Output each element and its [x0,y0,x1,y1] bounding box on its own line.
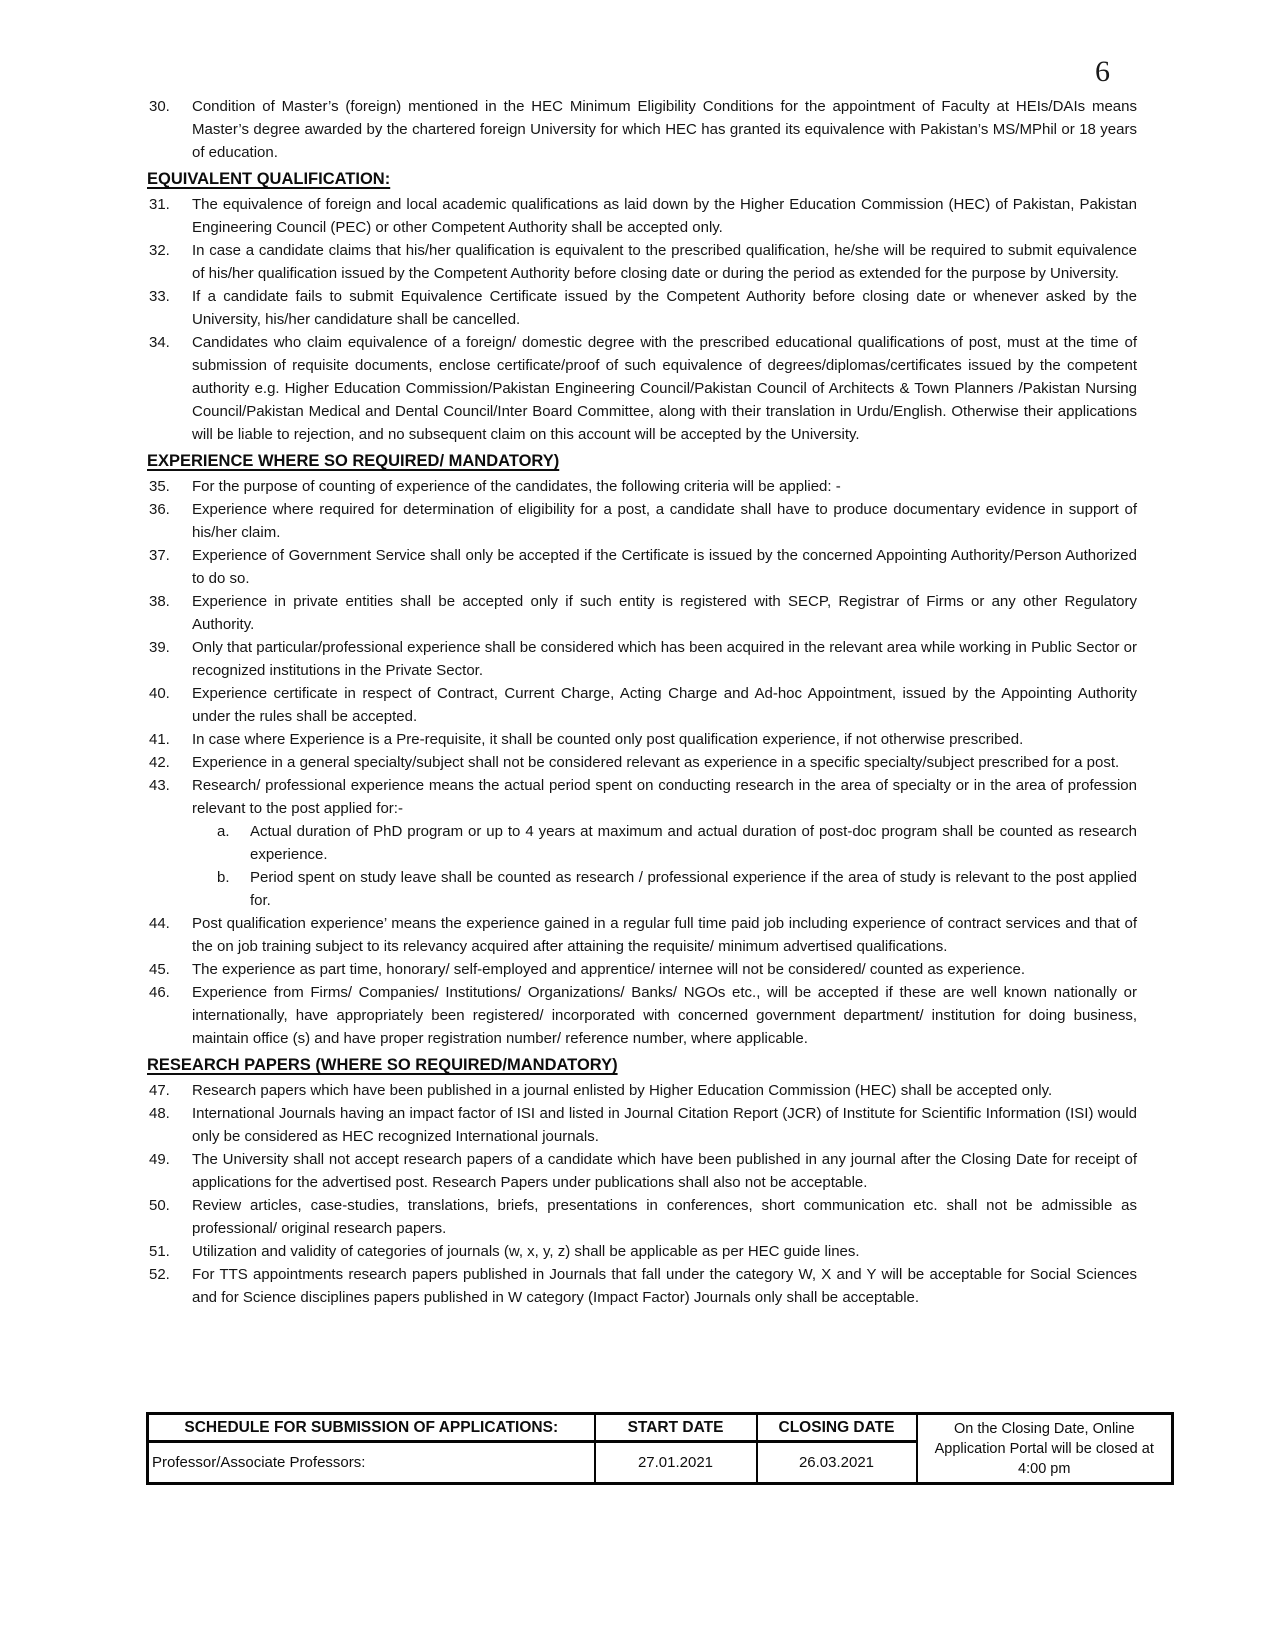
item-text: In case where Experience is a Pre-requisite, it shall be counted only post qualification experience, if not otherwise prescribed. [192,731,1024,748]
list-item [147,331,1137,446]
item-number: 51. [149,1243,170,1260]
item-number: 37. [149,547,170,564]
item-number: 32. [149,242,170,259]
item-number: b. [217,869,230,886]
item-number: 46. [149,984,170,1001]
schedule-header-closing-date: CLOSING DATE [757,1414,917,1442]
item-number: 48. [149,1105,170,1122]
list-item [147,636,1137,682]
list-item [147,981,1137,1050]
item-text: The experience as part time, honorary/ self-employed and apprentice/ internee will not be considered/ counted as experience. [192,961,1025,978]
list-item [147,958,1137,981]
list-item [147,774,1137,820]
list-item [147,95,1137,164]
list-item [147,239,1137,285]
item-text: Post qualification experience’ means the experience gained in a regular full time paid job including experience of contract services and that of the on job training subject to its relevancy acquired after attaining the requisite/ minimum advertised qualifications. [192,915,1137,955]
item-text: Experience of Government Service shall only be accepted if the Certificate is issued by the concerned Appointing Authority/Person Authorized to do so. [192,547,1137,587]
section-heading-text: EQUIVALENT QUALIFICATION: [147,170,391,188]
item-number: 41. [149,731,170,748]
item-number: 52. [149,1266,170,1283]
item-number: 39. [149,639,170,656]
section-heading-text: EXPERIENCE WHERE SO REQUIRED/ MANDATORY) [147,452,560,470]
schedule-table [146,1412,1174,1485]
item-number: 49. [149,1151,170,1168]
list-item [147,544,1137,590]
item-text: Experience from Firms/ Companies/ Institutions/ Organizations/ Banks/ NGOs etc., will be accepted if these are well known nationally or internationally, have appropriately been registered/ incorporated with concerned government department/ institution for doing business, maintain office (s) and have proper registration number/ reference number, where applicable. [192,984,1137,1047]
schedule-row-label: Professor/Associate Professors: [148,1442,595,1484]
schedule-closing-note: On the Closing Date, Online Application Portal will be closed at 4:00 pm [917,1414,1173,1484]
item-number: 47. [149,1082,170,1099]
list-item [147,682,1137,728]
item-text: Utilization and validity of categories of journals (w, x, y, z) shall be applicable as per HEC guide lines. [192,1243,860,1260]
schedule-row-start-date: 27.01.2021 [595,1442,757,1484]
item-number: 30. [149,98,170,115]
item-text: Candidates who claim equivalence of a foreign/ domestic degree with the prescribed educational qualifications of post, must at the time of submission of requisite documents, enclose certificate/proof of such equivalence of degrees/diplomas/certificates issued by the competent authority e.g. Higher Education Commission/Pakistan Engineering Council/Pakistan Council of Architects & Town Planners /Pakistan Nursing Council/Pakistan Medical and Dental Council/Inter Board Committee, along with their translation in Urdu/English. Otherwise their applications will be liable to rejection, and no subsequent claim on this account will be accepted by the University. [192,334,1137,443]
section-heading [147,449,1137,473]
item-text: For the purpose of counting of experience of the candidates, the following criteria will be applied: - [192,478,841,495]
item-number: 40. [149,685,170,702]
list-subitem [147,866,1137,912]
list-item [147,1240,1137,1263]
list-item [147,912,1137,958]
item-number: 38. [149,593,170,610]
item-number: 50. [149,1197,170,1214]
list-item [147,1079,1137,1102]
item-text: Experience in private entities shall be accepted only if such entity is registered with SECP, Registrar of Firms or any other Regulatory Authority. [192,593,1137,633]
item-number: a. [217,823,230,840]
item-text: Only that particular/professional experience shall be considered which has been acquired in the relevant area while working in Public Sector or recognized institutions in the Private Sector. [192,639,1137,679]
list-item [147,498,1137,544]
item-text: Actual duration of PhD program or up to 4 years at maximum and actual duration of post-doc program shall be counted as research experience. [250,823,1137,863]
list-item [147,590,1137,636]
item-text: Research/ professional experience means the actual period spent on conducting research in the area of specialty or in the area of profession relevant to the post applied for:- [192,777,1137,817]
item-text: Experience certificate in respect of Contract, Current Charge, Acting Charge and Ad-hoc Appointment, issued by the Appointing Authority under the rules shall be accepted. [192,685,1137,725]
list-subitem [147,820,1137,866]
item-text: For TTS appointments research papers published in Journals that fall under the category W, X and Y will be acceptable for Social Sciences and for Science disciplines papers published in W category (Impact Factor) Journals only shall be acceptable. [192,1266,1137,1306]
document-content [147,95,1137,1309]
item-text: Experience in a general specialty/subject shall not be considered relevant as experience in a specific specialty/subject prescribed for a post. [192,754,1120,771]
item-number: 31. [149,196,170,213]
item-number: 36. [149,501,170,518]
item-number: 42. [149,754,170,771]
list-item [147,728,1137,751]
item-text: The equivalence of foreign and local academic qualifications as laid down by the Higher Education Commission (HEC) of Pakistan, Pakistan Engineering Council (PEC) or other Competent Authority shall be accepted only. [192,196,1137,236]
item-text: Period spent on study leave shall be counted as research / professional experience if the area of study is relevant to the post applied for. [250,869,1137,909]
item-number: 44. [149,915,170,932]
section-heading-text: RESEARCH PAPERS (WHERE SO REQUIRED/MANDATORY) [147,1056,618,1074]
schedule-row-closing-date: 26.03.2021 [757,1442,917,1484]
schedule-header-title: SCHEDULE FOR SUBMISSION OF APPLICATIONS: [148,1414,595,1442]
item-number: 45. [149,961,170,978]
list-item [147,193,1137,239]
list-item [147,751,1137,774]
list-item [147,475,1137,498]
list-item [147,1148,1137,1194]
item-number: 33. [149,288,170,305]
list-item [147,1194,1137,1240]
section-heading [147,1053,1137,1077]
page-number: 6 [1095,55,1110,88]
item-text: The University shall not accept research papers of a candidate which have been published in any journal after the Closing Date for receipt of applications for the advertised post. Research Papers under publications shall also not be acceptable. [192,1151,1137,1191]
item-number: 34. [149,334,170,351]
item-text: Research papers which have been published in a journal enlisted by Higher Education Commission (HEC) shall be accepted only. [192,1082,1053,1099]
item-text: Experience where required for determination of eligibility for a post, a candidate shall have to produce documentary evidence in support of his/her claim. [192,501,1137,541]
item-text: If a candidate fails to submit Equivalence Certificate issued by the Competent Authority before closing date or whenever asked by the University, his/her candidature shall be cancelled. [192,288,1137,328]
item-text: Condition of Master’s (foreign) mentioned in the HEC Minimum Eligibility Conditions for the appointment of Faculty at HEIs/DAIs means Master’s degree awarded by the chartered foreign University for which HEC has granted its equivalence with Pakistan’s MS/MPhil or 18 years of education. [192,98,1137,161]
item-number: 35. [149,478,170,495]
section-heading [147,167,1137,191]
schedule-table-header-row [148,1414,1173,1442]
list-item [147,1102,1137,1148]
item-text: International Journals having an impact factor of ISI and listed in Journal Citation Report (JCR) of Institute for Scientific Information (ISI) would only be considered as HEC recognized International journals. [192,1105,1137,1145]
item-text: Review articles, case-studies, translations, briefs, presentations in conferences, short communication etc. shall not be admissible as professional/ original research papers. [192,1197,1137,1237]
list-item [147,1263,1137,1309]
list-item [147,285,1137,331]
item-number: 43. [149,777,170,794]
schedule-header-start-date: START DATE [595,1414,757,1442]
item-text: In case a candidate claims that his/her qualification is equivalent to the prescribed qualification, he/she will be required to submit equivalence of his/her qualification issued by the Competent Authority before closing date or during the period as extended for the purpose by University. [192,242,1137,282]
